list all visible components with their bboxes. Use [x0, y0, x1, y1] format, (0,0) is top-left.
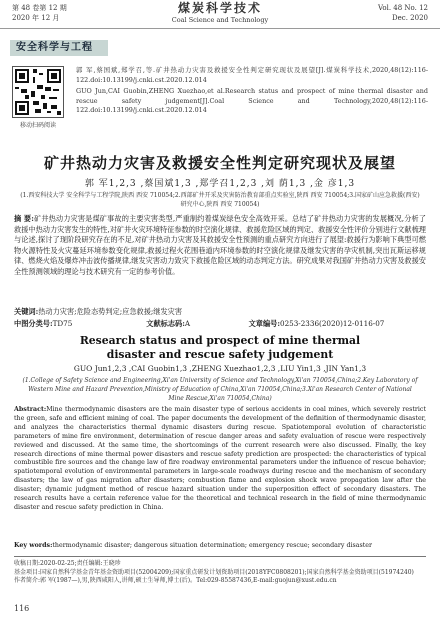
authors-en: GUO Jun1,2,3 ,CAI Guobin1,3 ,ZHENG Xuezhao1,2,3 ,LIU Yin1,3 ,JIN Yan1,3 [73, 364, 367, 373]
issue-info [12, 3, 67, 23]
date-en: Dec. 2020 [392, 14, 428, 22]
keywords-en-label: Key words: [14, 542, 53, 549]
doc-code-value: A [184, 319, 191, 328]
abstract-en [14, 406, 426, 513]
journal-name-en: Coal Science and Technology [171, 16, 269, 24]
author-bio: 作者简介:郭 军(1987—),男,陕西咸阳人,讲师,硕士生导师,博士(后)。Tel:029-85587436,E-mail:guojun@xust.edu.cn [14, 577, 337, 584]
clc-label: 中图分类号: [14, 319, 53, 328]
keywords-cn [14, 307, 426, 317]
qr-caption: 移动扫码阅读 [19, 122, 56, 129]
article-title-en: Research status and prospect of mine thermal disaster and rescue safety judgement [79, 334, 361, 361]
running-header [0, 0, 440, 29]
journal-name [120, 1, 320, 25]
footnotes [14, 560, 426, 586]
abstract-cn-label: 摘 要: [14, 214, 34, 223]
affiliations-cn: (1.西安科技大学 安全科学与工程学院,陕西 西安 710054;2.西部矿井开采及灾害防治教育部重点实验室,陕西 西安 710054;3.国家矿山应急救援(西安)研究中心,陕西 西安 710054) [20, 192, 420, 208]
citation-en: GUO Jun,CAI Guobin,ZHENG Xuezhao,et al.Research status and prospect of mine thermal disaster and rescue safety judgement[J].Coal Science and Technology,2020,48(12):116-122.doi:10.13199/j.cnki.cst.2020.12.014 [76, 87, 428, 115]
issue-info-en [378, 3, 428, 23]
citation-block [76, 66, 428, 118]
article-no-field [249, 319, 385, 329]
qr-code-icon [13, 67, 63, 117]
volume-issue-cn: 第 48 卷第 12 期 [12, 4, 67, 12]
abstract-cn-text: 矿井热动力灾害是煤矿事故的主要灾害类型,严重制约着煤炭绿色安全高效开采。总结了矿井热动力灾害的发展概况,分析了救援中热动力灾害发生的特性,对矿井火灾环境特征参数的时空演化规律、救援危险区域的判定、救援安全性评价分别进行文献梳理与论述,探讨了现阶段研究存在的不足,对矿井热动力灾害及其救援安全性预测的重点研究方向进行了展望:救援行为影响下典型可燃物火源特性及火灾蔓延环境参数变化规律,救援过程火花围巷道内环境参数的时空演化规律及继发灾害的孕灾机制,突出瓦斯运移规律、燃烧火焰及爆炸冲击波传播规律,继发灾害动力致灾下救援危险区域的动态判定方法。研究成果对我国矿井热动力灾害及救援安全性预测领域的理论与技术研究有一定的参考价值。 [14, 214, 426, 276]
clc-field [14, 319, 144, 329]
page-number: 116 [14, 604, 30, 613]
section-label: 安全科学与工程 [10, 40, 108, 56]
qr-code[interactable] [12, 66, 64, 118]
volume-issue-en: Vol. 48 No. 12 [377, 4, 428, 12]
classification-row [14, 319, 426, 329]
keywords-cn-text: 热动力灾害;危险态势判定;应急救援;继发灾害 [38, 307, 183, 316]
abstract-en-label: Abstract: [14, 406, 47, 413]
keywords-en [14, 542, 426, 551]
authors-cn: 郭 军1,2,3 ,蔡国斌1,3 ,郑学召1,2,3 ,刘 荫1,3 ,金 彦1,3 [84, 179, 356, 189]
received-date: 收稿日期:2020-02-25;责任编辑:王晓珍 [14, 560, 121, 567]
doc-code-label: 文献标志码: [146, 319, 185, 328]
footnote-divider [14, 556, 426, 557]
affiliations-en: (1.College of Safety Science and Engineering,Xi'an University of Science and Technology,Xi'an 710054,China;2.Key Laboratory of Western Mine and Hazard Prevention,Ministry of Education of China,Xi'an 710054,China;3.Xi'an Research Center of National Mine Rescue,Xi'an 710054,China) [22, 377, 418, 402]
keywords-cn-label: 关键词: [14, 307, 39, 316]
keywords-en-text: thermodynamic disaster; dangerous situation determination; emergency rescue; secondary disaster [52, 542, 372, 549]
article-no-label: 文章编号: [248, 319, 280, 328]
citation-cn: 郭 军,蔡国斌,郑学召,等.矿井热动力灾害及救援安全性判定研究现状及展望[J].煤炭科学技术,2020,48(12):116-122.doi:10.13199/j.cnki.cst.2020.12.014 [76, 66, 428, 84]
article-title-cn: 矿井热动力灾害及救援安全性判定研究现状及展望 [43, 154, 396, 172]
doc-code-field [146, 319, 246, 329]
abstract-en-text: Mine thermodynamic disasters are the main disaster type of serious accidents in coal mines, which severely restrict the green, safe and efficient mining of coal. The paper documents the development of the definition of thermodynamic disaster, and analyzes the characteristics thermal dynamic disasters during rescue. Spatiotemporal evolution of characteristic parameters of mine fire environment, determination of rescue danger areas and safety evaluation of rescue were respectively reviewed and discussed. At the same time, the shortcomings of the current research were also discussed. Finally, the key research directions of mine thermal power disasters and rescue safety prediction are prospected: the characteristics of typical combustible fire sources and the change law of fire roadway environmental parameters under the influence of rescue behavior; spatiotemporal evolution of environmental parameters in large-scale roadways during rescue and the mechanism of secondary disasters; the law of gas migration after disasters; combustion flame and explosion shock wave propagation law after the disaster; dynamic judgment method of rescue hazard situation under the superposition effect of secondary disasters. The research results have a certain reference value for the theoretical and technical research in the field of mine thermodynamic disaster and rescue safety prediction in China. [14, 406, 426, 511]
journal-name-cn: 煤炭科学技术 [177, 1, 262, 15]
abstract-cn [14, 214, 426, 278]
date-cn: 2020 年 12 月 [12, 14, 60, 22]
funding-info: 基金项目:国家自然科学基金青年基金资助项目(52004209);国家重点研发计划资助项目(2018YFC0808201);国家自然科学基金资助项目(51974240) [14, 568, 414, 576]
article-no-value: 0253-2336(2020)12-0116-07 [280, 319, 385, 328]
clc-value: TD75 [52, 319, 73, 328]
